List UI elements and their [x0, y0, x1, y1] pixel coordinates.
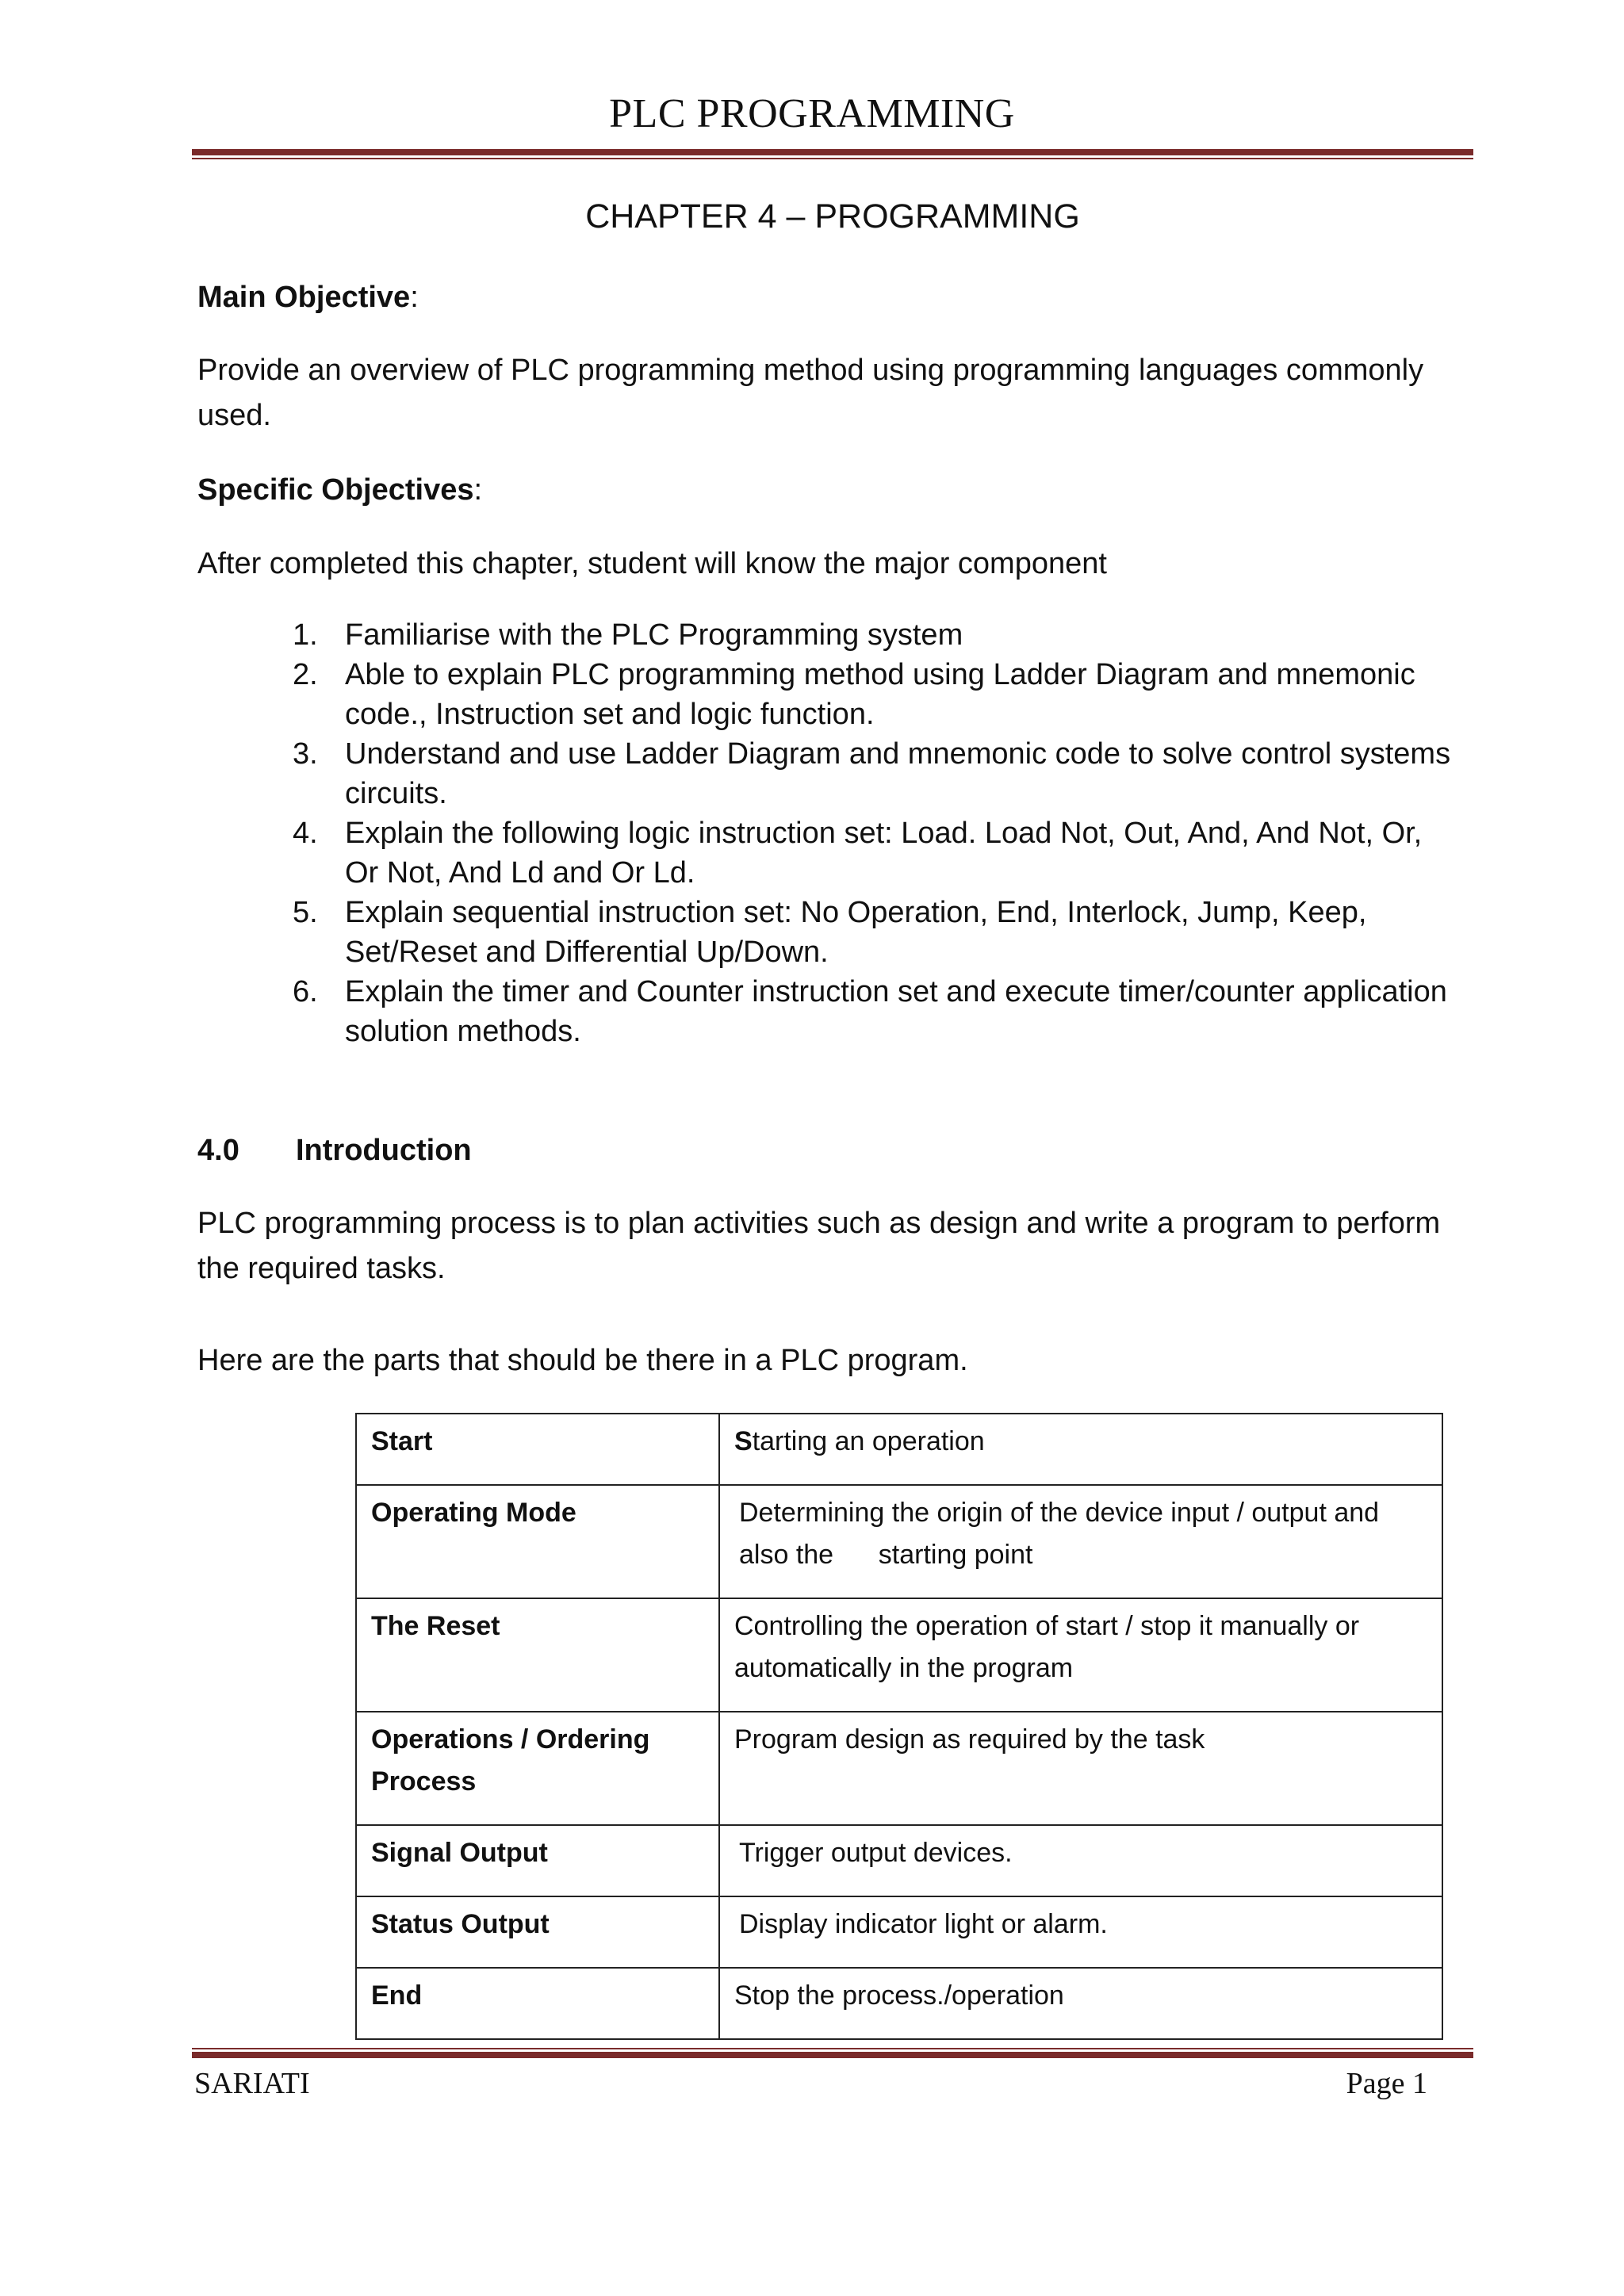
main-objective-colon: :: [410, 281, 419, 314]
objective-text-continued: Set/Reset and Differential Up/Down.: [345, 936, 829, 969]
table-row: [356, 1896, 1442, 1968]
main-objective-text: [197, 348, 1423, 438]
table-row: [356, 1825, 1442, 1896]
main-objective-line: used.: [197, 399, 271, 432]
part-name-cell: [356, 1712, 719, 1825]
objective-number: 3.: [293, 737, 318, 771]
objective-text-continued: Or Not, And Ld and Or Ld.: [345, 856, 695, 890]
footer-author: SARIATI: [194, 2067, 310, 2100]
objective-text: Understand and use Ladder Diagram and mnemonic code to solve control systems: [345, 737, 1451, 771]
description-line: automatically in the program: [734, 1653, 1074, 1683]
part-description-cell: Trigger output devices.: [719, 1825, 1442, 1896]
specific-objectives-label: Specific Objectives: [197, 473, 474, 507]
running-header-title: PLC PROGRAMMING: [609, 91, 1015, 136]
objective-number: 6.: [293, 975, 318, 1008]
part-description-cell: [719, 1414, 1442, 1485]
specific-objectives-heading: [197, 468, 482, 513]
part-name-cell: Signal Output: [356, 1825, 719, 1896]
objective-number: 1.: [293, 618, 318, 652]
objective-number: 2.: [293, 658, 318, 691]
objective-item: [197, 813, 1482, 893]
objective-item: [197, 615, 1482, 655]
main-objective-line: Provide an overview of PLC programming method using programming languages commonly: [197, 354, 1424, 387]
description-line: also the starting point: [739, 1540, 1033, 1570]
specific-objectives-intro: After completed this chapter, student will know the major component: [197, 547, 1107, 580]
objective-text-continued: code., Instruction set and logic function.: [345, 698, 875, 731]
objective-item: [197, 655, 1482, 734]
objective-item: [197, 972, 1482, 1051]
part-description-cell: [719, 1598, 1442, 1712]
part-name-cell: End: [356, 1968, 719, 2039]
objective-number: 4.: [293, 817, 318, 850]
description-initial: S: [734, 1426, 753, 1456]
footer-page-number: Page 1: [1346, 2067, 1427, 2100]
objective-text-continued: circuits.: [345, 777, 447, 810]
introduction-paragraph: [197, 1201, 1440, 1292]
part-name-cell: The Reset: [356, 1598, 719, 1712]
section-heading-introduction: [197, 1131, 472, 1170]
part-name-cell: Status Output: [356, 1896, 719, 1968]
objective-text: Explain the timer and Counter instruction set and execute timer/counter application: [345, 975, 1447, 1008]
part-description-cell: Display indicator light or alarm.: [719, 1896, 1442, 1968]
introduction-line: PLC programming process is to plan activities such as design and write a program to perform: [197, 1207, 1441, 1240]
part-name-cell: Start: [356, 1414, 719, 1485]
objective-number: 5.: [293, 896, 318, 929]
table-row: [356, 1598, 1442, 1712]
objective-text-continued: solution methods.: [345, 1015, 581, 1048]
part-description-cell: Program design as required by the task: [719, 1712, 1442, 1825]
specific-objectives-colon: :: [473, 473, 483, 507]
part-description-cell: Stop the process./operation: [719, 1968, 1442, 2039]
part-description-cell: [719, 1485, 1442, 1598]
main-objective-label: Main Objective: [197, 281, 411, 314]
description-line: Controlling the operation of start / stop it manually or: [734, 1611, 1360, 1641]
table-row: [356, 1485, 1442, 1598]
section-title: Introduction: [296, 1134, 472, 1167]
chapter-title: CHAPTER 4 – PROGRAMMING: [585, 197, 1080, 235]
part-name-line: Operations / Ordering: [371, 1724, 650, 1755]
plc-program-parts-table: [355, 1413, 1443, 2040]
objective-text: Familiarise with the PLC Programming system: [345, 618, 963, 652]
table-row: [356, 1414, 1442, 1485]
objective-text: Explain the following logic instruction set: Load. Load Not, Out, And, And Not, Or,: [345, 817, 1423, 850]
specific-objectives-list: [197, 615, 1482, 1051]
parts-intro-text: Here are the parts that should be there in a PLC program.: [197, 1344, 968, 1377]
objective-item: [197, 734, 1482, 813]
objective-text: Able to explain PLC programming method using Ladder Diagram and mnemonic: [345, 658, 1415, 691]
objective-text: Explain sequential instruction set: No Operation, End, Interlock, Jump, Keep,: [345, 896, 1367, 929]
footer-rule: [192, 2048, 1473, 2058]
table-row: [356, 1968, 1442, 2039]
section-number: 4.0: [197, 1134, 239, 1167]
part-name-cell: Operating Mode: [356, 1485, 719, 1598]
table-row: [356, 1712, 1442, 1825]
objective-item: [197, 893, 1482, 972]
description-text: tarting an operation: [752, 1426, 985, 1456]
introduction-line: the required tasks.: [197, 1252, 446, 1285]
header-rule: [192, 149, 1473, 159]
description-line: Determining the origin of the device input / output and: [739, 1498, 1380, 1528]
part-name-line: Process: [371, 1766, 477, 1797]
main-objective-heading: [197, 275, 419, 320]
